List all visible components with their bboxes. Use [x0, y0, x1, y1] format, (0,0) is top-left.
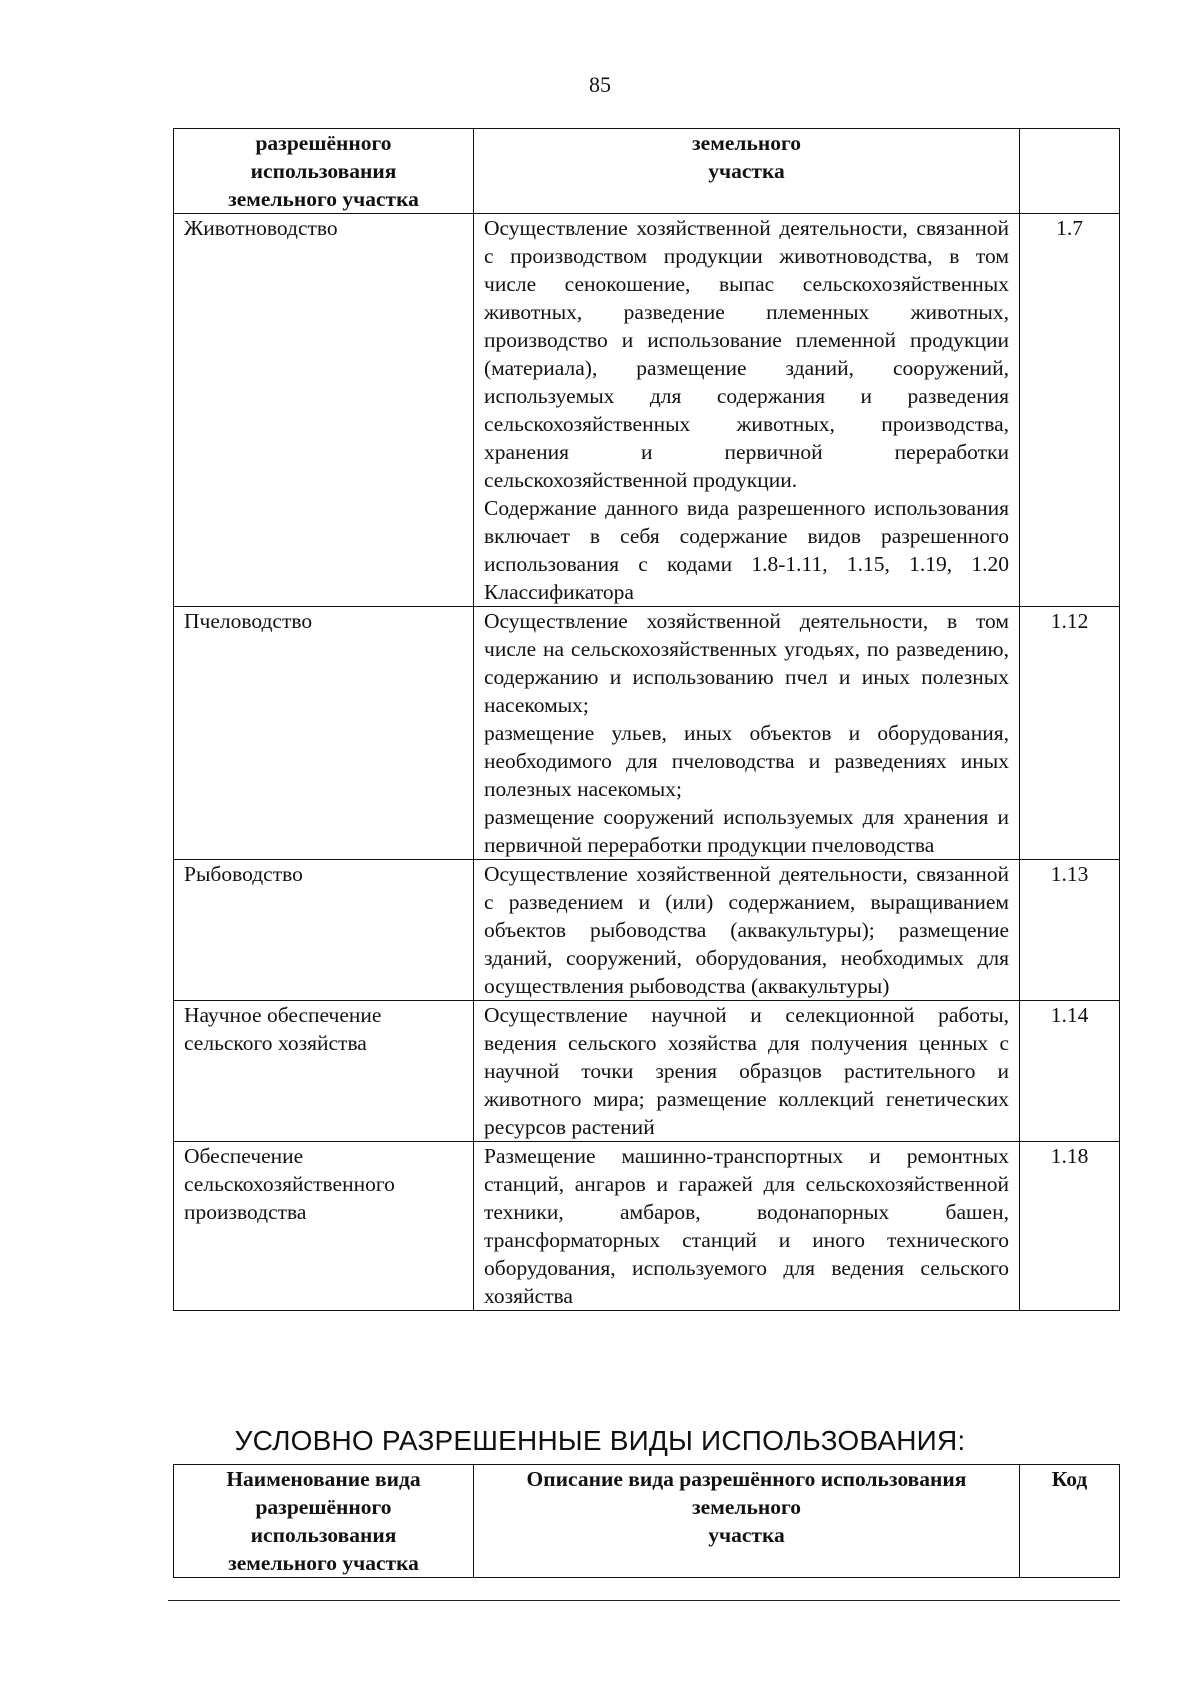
header-code-cell: Код	[1020, 1465, 1120, 1578]
use-name-cell: Обеспечение сельскохозяйственного производства	[174, 1142, 474, 1311]
use-code-cell: 1.13	[1020, 860, 1120, 1001]
table-row	[174, 860, 1120, 1001]
use-name-cell: Рыбоводство	[174, 860, 474, 1001]
permitted-uses-table-continued	[173, 128, 1120, 1311]
table-header-row	[174, 1465, 1120, 1578]
use-name-cell: Научное обеспечение сельского хозяйства	[174, 1001, 474, 1142]
description-paragraph: Размещение машинно-транспортных и ремонтных станций, ангаров и гаражей для сельскохозяйственной техники, амбаров, водонапорных башен, трансформаторных станций и иного технического оборудования, используемого для ведения сельского хозяйства	[484, 1144, 1009, 1308]
header-description-cell: земельного участка	[474, 129, 1020, 214]
use-description-cell	[474, 607, 1020, 860]
use-code-cell: 1.14	[1020, 1001, 1120, 1142]
table-row	[174, 607, 1120, 860]
footer-divider	[168, 1600, 1120, 1601]
use-code-cell: 1.12	[1020, 607, 1120, 860]
use-name-cell: Животноводство	[174, 214, 474, 607]
table-row	[174, 1001, 1120, 1142]
description-paragraph: Содержание данного вида разрешенного использования включает в себя содержание видов разрешенного использования с кодами 1.8-1.11, 1.15, 1.19, 1.20 Классификатора	[484, 496, 1009, 604]
description-paragraph: Осуществление хозяйственной деятельности, связанной с разведением и (или) содержанием, выращиванием объектов рыбоводства (аквакультуры); размещение зданий, сооружений, оборудования, необходимых для осуществления рыбоводства (аквакультуры)	[484, 862, 1009, 998]
header-name-cell: разрешённого использования земельного участка	[174, 129, 474, 214]
use-description-cell	[474, 1142, 1020, 1311]
description-paragraph: размещение сооружений используемых для хранения и первичной переработки продукции пчеловодства	[484, 805, 1009, 857]
header-description-cell: Описание вида разрешённого использования земельного участка	[474, 1465, 1020, 1578]
use-code-cell: 1.18	[1020, 1142, 1120, 1311]
description-paragraph: размещение ульев, иных объектов и оборудования, необходимого для пчеловодства и разведениях иных полезных насекомых;	[484, 721, 1009, 801]
table-row	[174, 214, 1120, 607]
use-name-cell: Пчеловодство	[174, 607, 474, 860]
page-number: 85	[589, 72, 611, 97]
use-description-cell	[474, 860, 1020, 1001]
conditional-uses-table	[173, 1464, 1120, 1578]
use-code-cell: 1.7	[1020, 214, 1120, 607]
section-heading: УСЛОВНО РАЗРЕШЕННЫЕ ВИДЫ ИСПОЛЬЗОВАНИЯ:	[234, 1425, 966, 1456]
description-paragraph: Осуществление хозяйственной деятельности, в том числе на сельскохозяйственных угодьях, по разведению, содержанию и использованию пчел и иных полезных насекомых;	[484, 609, 1009, 717]
use-description-cell	[474, 1001, 1020, 1142]
use-description-cell	[474, 214, 1020, 607]
header-name-cell: Наименование вида разрешённого использования земельного участка	[174, 1465, 474, 1578]
header-code-cell	[1020, 129, 1120, 214]
table-row	[174, 1142, 1120, 1311]
description-paragraph: Осуществление научной и селекционной работы, ведения сельского хозяйства для получения ценных с научной точки зрения образцов растительного и животного мира; размещение коллекций генетических ресурсов растений	[484, 1003, 1009, 1139]
description-paragraph: Осуществление хозяйственной деятельности, связанной с производством продукции животноводства, в том числе сенокошение, выпас сельскохозяйственных животных, разведение племенных животных, производство и использование племенной продукции (материала), размещение зданий, сооружений, используемых для содержания и разведения сельскохозяйственных животных, производства, хранения и первичной переработки сельскохозяйственной продукции.	[484, 216, 1009, 492]
table-header-row	[174, 129, 1120, 214]
